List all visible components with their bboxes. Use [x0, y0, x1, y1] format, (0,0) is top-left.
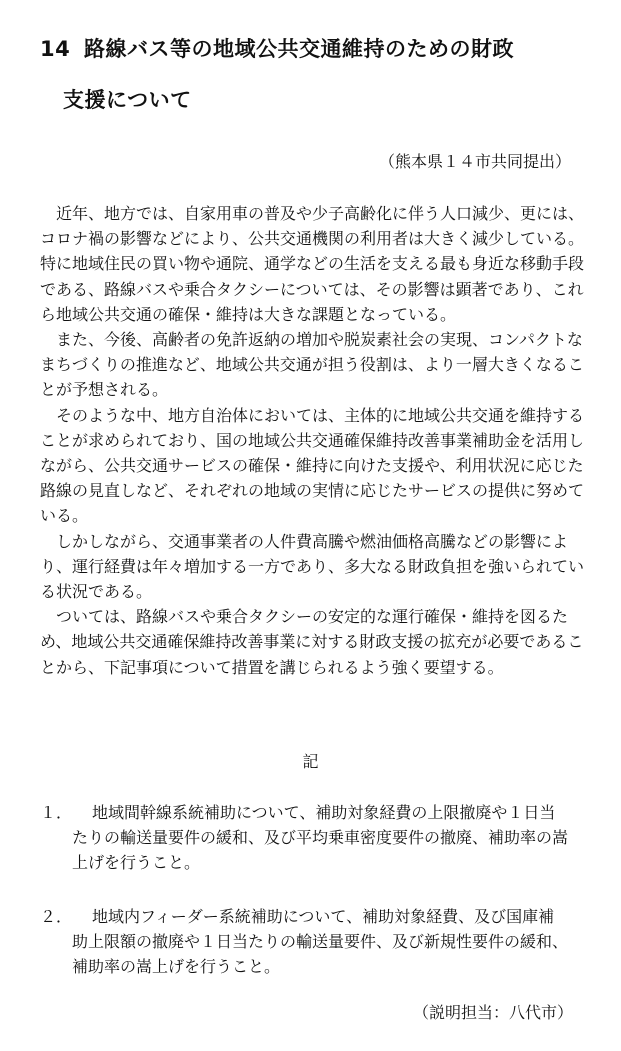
paragraph: 近年、地方では、自家用車の普及や少子高齢化に伴う人口減少、更には、コロナ禍の影響などにより、公共交通機関の利用者は大きく減少している。特に地域住民の買い物や通院、通学などの生活を支える最も身近な移動手段である、路線バスや乗合タクシーについては、その影響は顕著であり、これら地域公共交通の確保・維持は大きな課題となっている。 [40, 204, 585, 324]
item-text: 地域間幹線系統補助について、補助対象経費の上限撤廃や１日当たりの輸送量要件の緩和、及び平均乗車密度要件の撤廃、補助率の嵩上げを行うこと。 [72, 803, 569, 873]
paragraph: そのような中、地方自治体においては、主体的に地域公共交通を維持することが求められており、国の地域公共交通確保維持改善事業補助金を活用しながら、公共交通サービスの確保・維持に向けた支援や、利用状況に応じた路線の見直しなど、それぞれの地域の実情に応じたサービスの提供に努めている。 [40, 405, 585, 526]
ki-heading: 記 [302, 752, 319, 771]
section-number: 14 [40, 37, 71, 61]
item-number: ２． [40, 907, 73, 926]
contact-note: （説明担当：八代市） [412, 1003, 573, 1022]
request-item-1 [40, 800, 570, 876]
body-text [40, 201, 588, 680]
item-text: 地域内フィーダー系統補助について、補助対象経費、及び国庫補助上限額の撤廃や１日当たりの輸送量要件、及び新規性要件の緩和、補助率の嵩上げを行うこと。 [72, 907, 569, 977]
title-line-1: 路線バス等の地域公共交通維持のための財政 [84, 37, 514, 61]
page-title [40, 36, 514, 62]
request-item-2 [40, 904, 570, 980]
submitter-note: （熊本県１４市共同提出） [378, 152, 571, 171]
paragraph: ついては、路線バスや乗合タクシーの安定的な運行確保・維持を図るため、地域公共交通確保維持改善事業に対する財政支援の拡充が必要であることから、下記事項について措置を講じられるよう強く要望する。 [40, 607, 584, 677]
paragraph: また、今後、高齢者の免許返納の増加や脱炭素社会の実現、コンパクトなまちづくりの推進など、地域公共交通が担う役割は、より一層大きくなることが予想される。 [40, 330, 584, 400]
paragraph: しかしながら、交通事業者の人件費高騰や燃油価格高騰などの影響により、運行経費は年々増加する一方であり、多大なる財政負担を強いられている状況である。 [40, 531, 585, 602]
item-number: １． [40, 803, 73, 822]
page-title-continued [63, 87, 192, 113]
title-line-2: 支援について [63, 88, 192, 112]
